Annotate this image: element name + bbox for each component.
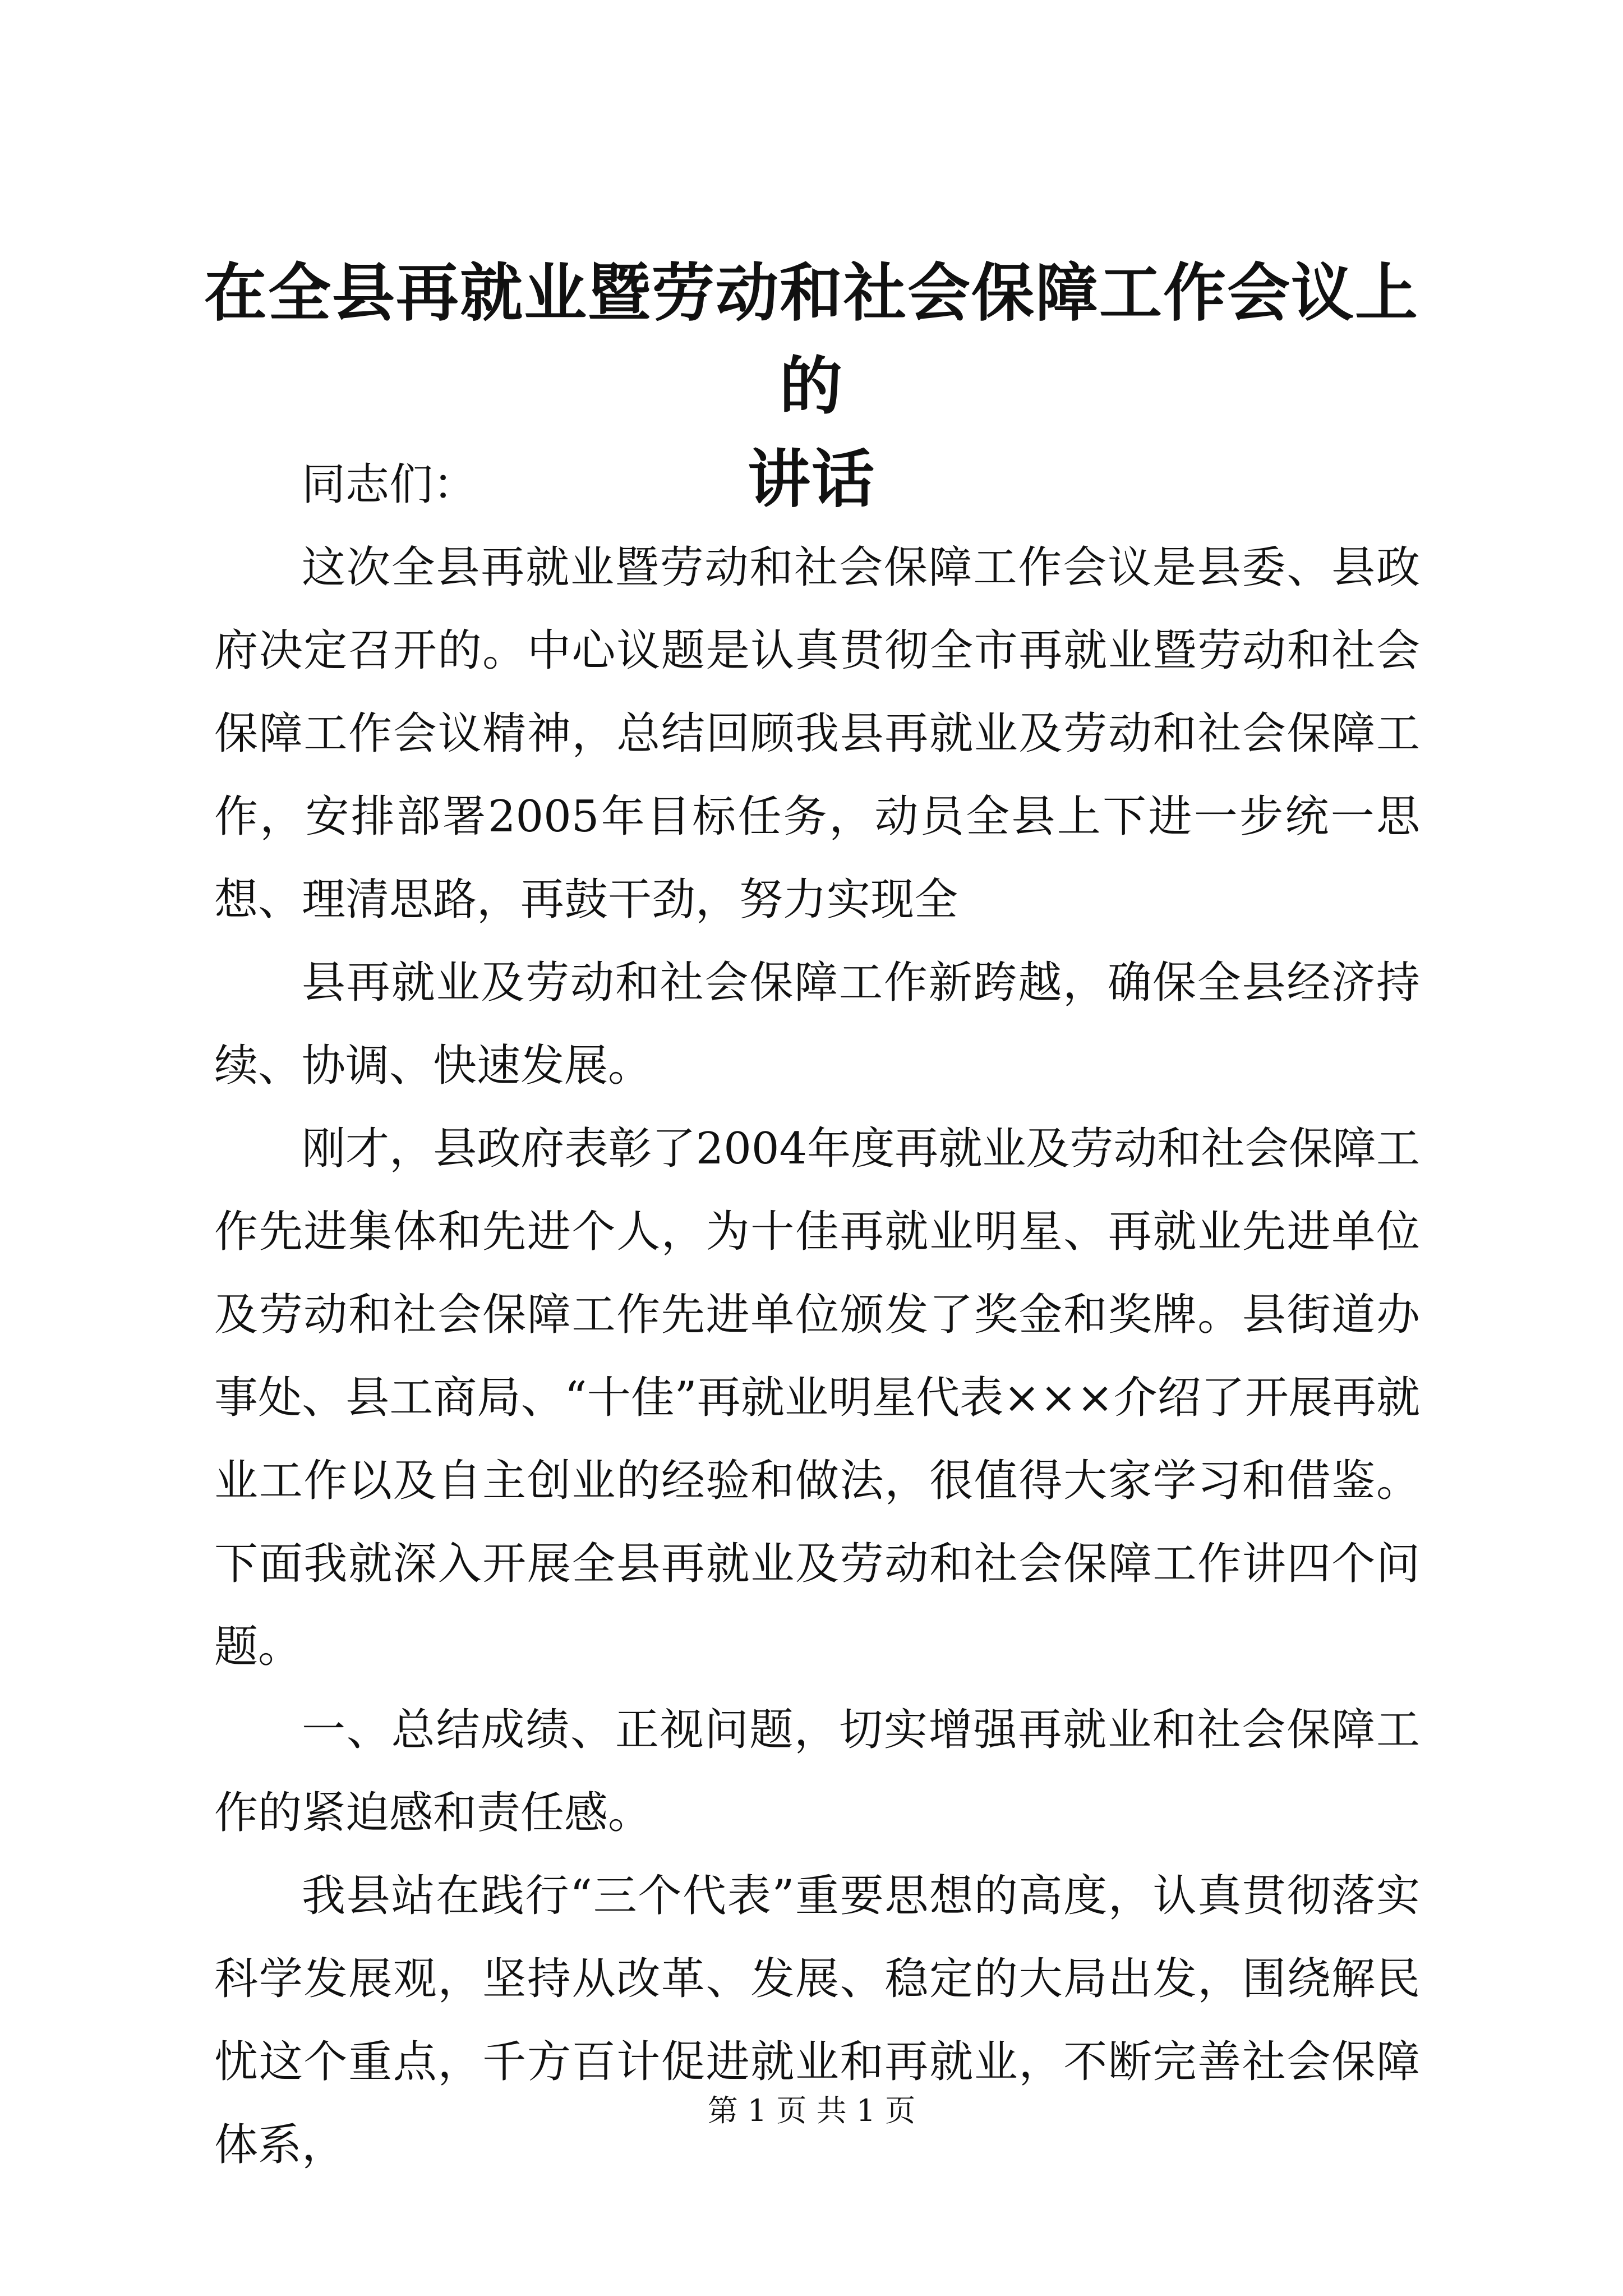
document-body — [214, 443, 1420, 2187]
paragraph: 县再就业及劳动和社会保障工作新跨越，确保全县经济持续、协调、快速发展。 — [214, 958, 1420, 1091]
paragraph: 这次全县再就业暨劳动和社会保障工作会议是县委、县政府决定召开的。中心议题是认真贯彻全市再就业暨劳动和社会保障工作会议精神，总结回顾我县再就业及劳动和社会保障工作，安排部署2005年目标任务，动员全县上下进一步统一思想、理清思路，再鼓干劲，努力实现全 — [214, 542, 1420, 925]
section-heading: 一、总结成绩、正视问题，切实增强再就业和社会保障工作的紧迫感和责任感。 — [214, 1705, 1420, 1838]
title-line-1: 在全县再就业暨劳动和社会保障工作会议上的 — [204, 257, 1419, 423]
paragraph: 我县站在践行“三个代表”重要思想的高度，认真贯彻落实科学发展观，坚持从改革、发展、稳定的大局出发，围绕解民忧这个重点，千方百计促进就业和再就业，不断完善社会保障体系， — [214, 1871, 1420, 2170]
paragraph: 刚才，县政府表彰了2004年度再就业及劳动和社会保障工作先进集体和先进个人，为十佳再就业明星、再就业先进单位及劳动和社会保障工作先进单位颁发了奖金和奖牌。县街道办事处、县工商局、“十佳”再就业明星代表×××介绍了开展再就业工作以及自主创业的经验和做法，很值得大家学习和借鉴。下面我就深入开展全县再就业及劳动和社会保障工作讲四个问题。 — [214, 1124, 1420, 1672]
page-footer: 第 1 页 共 1 页 — [707, 2093, 916, 2128]
salutation: 同志们： — [302, 459, 477, 510]
title-line-2: 讲话 — [748, 443, 875, 516]
